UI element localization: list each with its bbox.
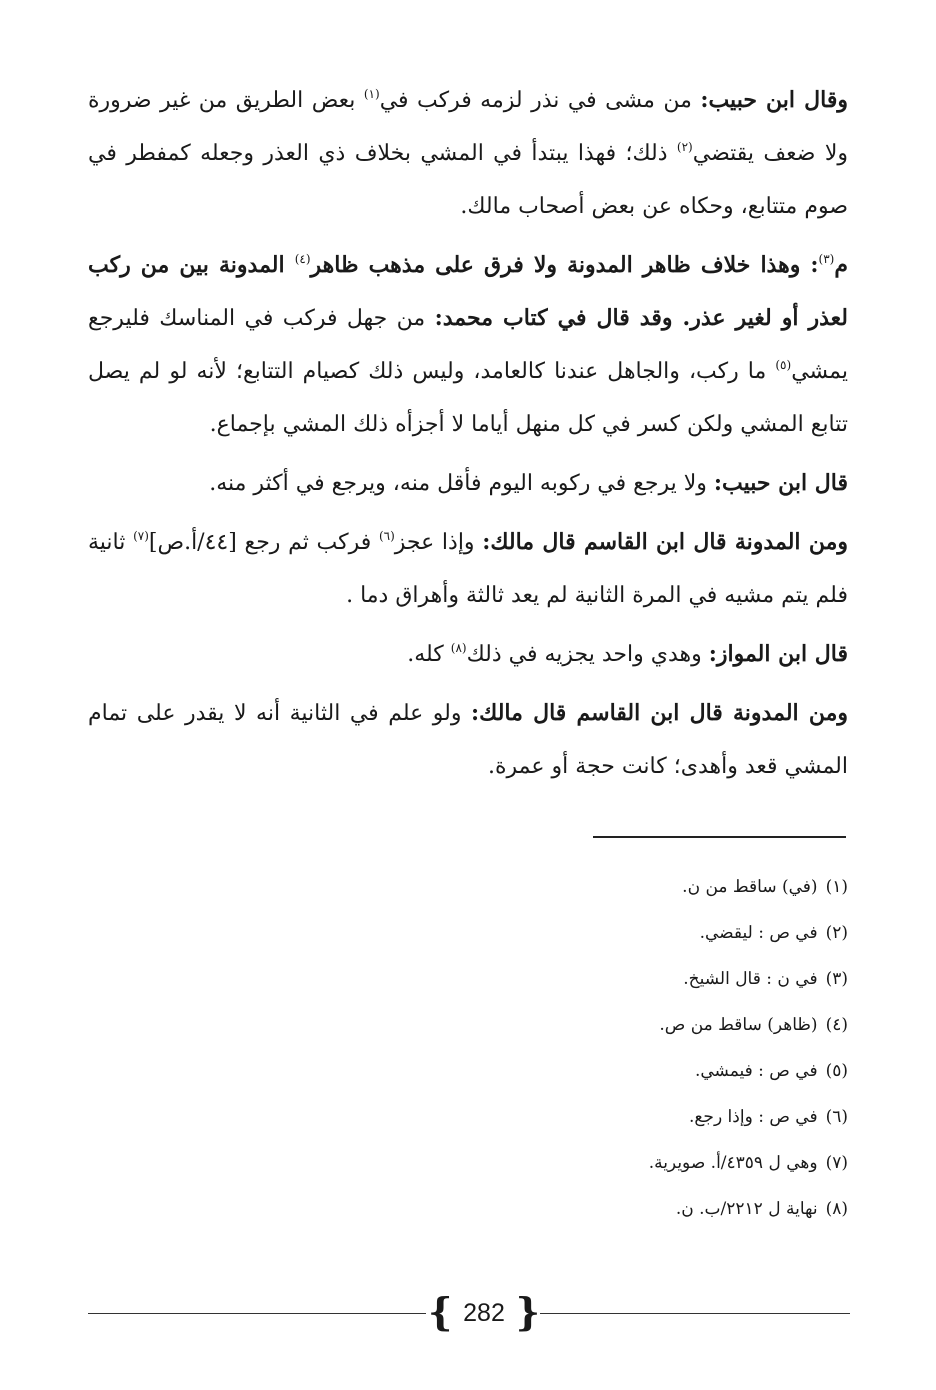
footnote-item <box>400 910 848 956</box>
footnote-item <box>400 1186 848 1232</box>
speaker-label: م <box>834 252 848 278</box>
footnote-ref[interactable]: (٧) <box>133 529 149 543</box>
footnote-number: (٨) <box>825 1199 848 1219</box>
footnote-number: (٧) <box>825 1153 848 1173</box>
speaker-label: ومن المدونة قال ابن القاسم قال مالك: <box>471 700 848 726</box>
page-number: 282 <box>463 1299 505 1327</box>
footnote-ref[interactable]: (٨) <box>450 641 467 655</box>
footer-rule-right <box>540 1313 850 1314</box>
text-run: ما ركب، والجاهل عندنا كالعامد، وليس ذلك كصيام التتابع؛ لأنه لو لم يصل تتابع المشي ولكن كسر في كل منهل أياما لا أجزأه ذلك المشي بإجماع. <box>88 359 848 437</box>
footnote-item <box>400 1048 848 1094</box>
footnote-number: (١) <box>825 877 848 897</box>
text-run: من جهل فركب في المناسك فليرجع يمشي <box>88 306 848 384</box>
left-bracket-icon: { <box>428 1289 453 1334</box>
paragraph-3 <box>88 457 848 510</box>
footnote-item <box>400 1002 848 1048</box>
text-run: ذلك؛ فهذا يبتدأ في المشي بخلاف ذي العذر وجعله كمفطر في صوم متتابع، وحكاه عن بعض أصحاب مالك. <box>88 141 848 219</box>
text-run: وإذا عجز <box>394 530 483 555</box>
footnote-text: في ن : قال الشيخ. <box>683 969 818 989</box>
page-number-box <box>428 1290 540 1336</box>
paragraph-1 <box>88 74 848 233</box>
footnote-item <box>400 864 848 910</box>
text-run: من مشى في نذر لزمه فركب في <box>379 88 701 113</box>
footnote-text: وهي ل ٤٣٥٩/أ. صويرية. <box>648 1153 818 1173</box>
footnote-text: نهاية ل ٢٢١٢/ب. ن. <box>675 1199 818 1219</box>
speaker-label: وقد قال في كتاب محمد: <box>434 305 683 331</box>
footnote-text: (في) ساقط من ن. <box>682 877 818 897</box>
footnote-item <box>400 1140 848 1186</box>
text-run: ولو علم في الثانية أنه لا يقدر على تمام المشي قعد وأهدى؛ كانت حجة أو عمرة. <box>88 701 848 779</box>
footnote-number: (٢) <box>825 923 848 943</box>
footnote-number: (٦) <box>825 1107 848 1127</box>
footnote-ref[interactable]: (٥) <box>775 358 792 372</box>
speaker-label: وقال ابن حبيب: <box>700 87 848 113</box>
text-run: كله. <box>407 642 451 667</box>
footer-rule-left <box>88 1313 426 1314</box>
speaker-label: ومن المدونة قال ابن القاسم قال مالك: <box>482 529 849 555</box>
footnote-text: في ص : فيمشي. <box>694 1061 818 1081</box>
paragraph-6 <box>88 687 848 793</box>
speaker-label: قال ابن المواز: <box>708 641 848 667</box>
footnote-ref[interactable]: (٣) <box>818 252 835 266</box>
text-run: المدونة بين من ركب لعذر أو لغير عذر. <box>88 252 848 331</box>
right-bracket-icon: } <box>515 1289 540 1334</box>
speaker-label: قال ابن حبيب: <box>713 470 848 496</box>
footnote-number: (٥) <box>825 1061 848 1081</box>
text-run: ثانية فلم يتم مشيه في المرة الثانية لم يعد ثالثة وأهراق دما . <box>88 530 848 608</box>
footnote-ref[interactable]: (٦) <box>378 529 395 543</box>
footnote-separator <box>593 836 846 838</box>
main-text <box>88 74 848 799</box>
text-run: ولا يرجع في ركوبه اليوم فأقل منه، ويرجع في أكثر منه. <box>209 471 714 496</box>
text-run: بعض الطريق من غير ضرورة ولا ضعف يقتضي <box>88 88 849 166</box>
footnote-item <box>400 956 848 1002</box>
footnote-text: في ص : ليقضي. <box>699 923 818 943</box>
footnote-number: (٤) <box>825 1015 848 1035</box>
footnote-ref[interactable]: (٤) <box>294 252 311 266</box>
footnote-text: في ص : وإذا رجع. <box>688 1107 818 1127</box>
footnote-number: (٣) <box>825 969 848 989</box>
footnote-ref[interactable]: (١) <box>363 87 380 101</box>
footnote-text: (ظاهر) ساقط من ص. <box>659 1015 818 1035</box>
paragraph-2 <box>88 239 848 451</box>
paragraph-4 <box>88 516 848 622</box>
footnotes-list <box>400 864 848 1232</box>
footnote-item <box>400 1094 848 1140</box>
text-run: وهدي واحد يجزيه في ذلك <box>466 642 709 667</box>
paragraph-5 <box>88 628 848 681</box>
text-run: فركب ثم رجع [٤٤/أ.ص] <box>148 530 379 555</box>
footnote-ref[interactable]: (٢) <box>676 140 693 154</box>
text-run: : وهذا خلاف ظاهر المدونة ولا فرق على مذهب ظاهر <box>310 252 819 278</box>
